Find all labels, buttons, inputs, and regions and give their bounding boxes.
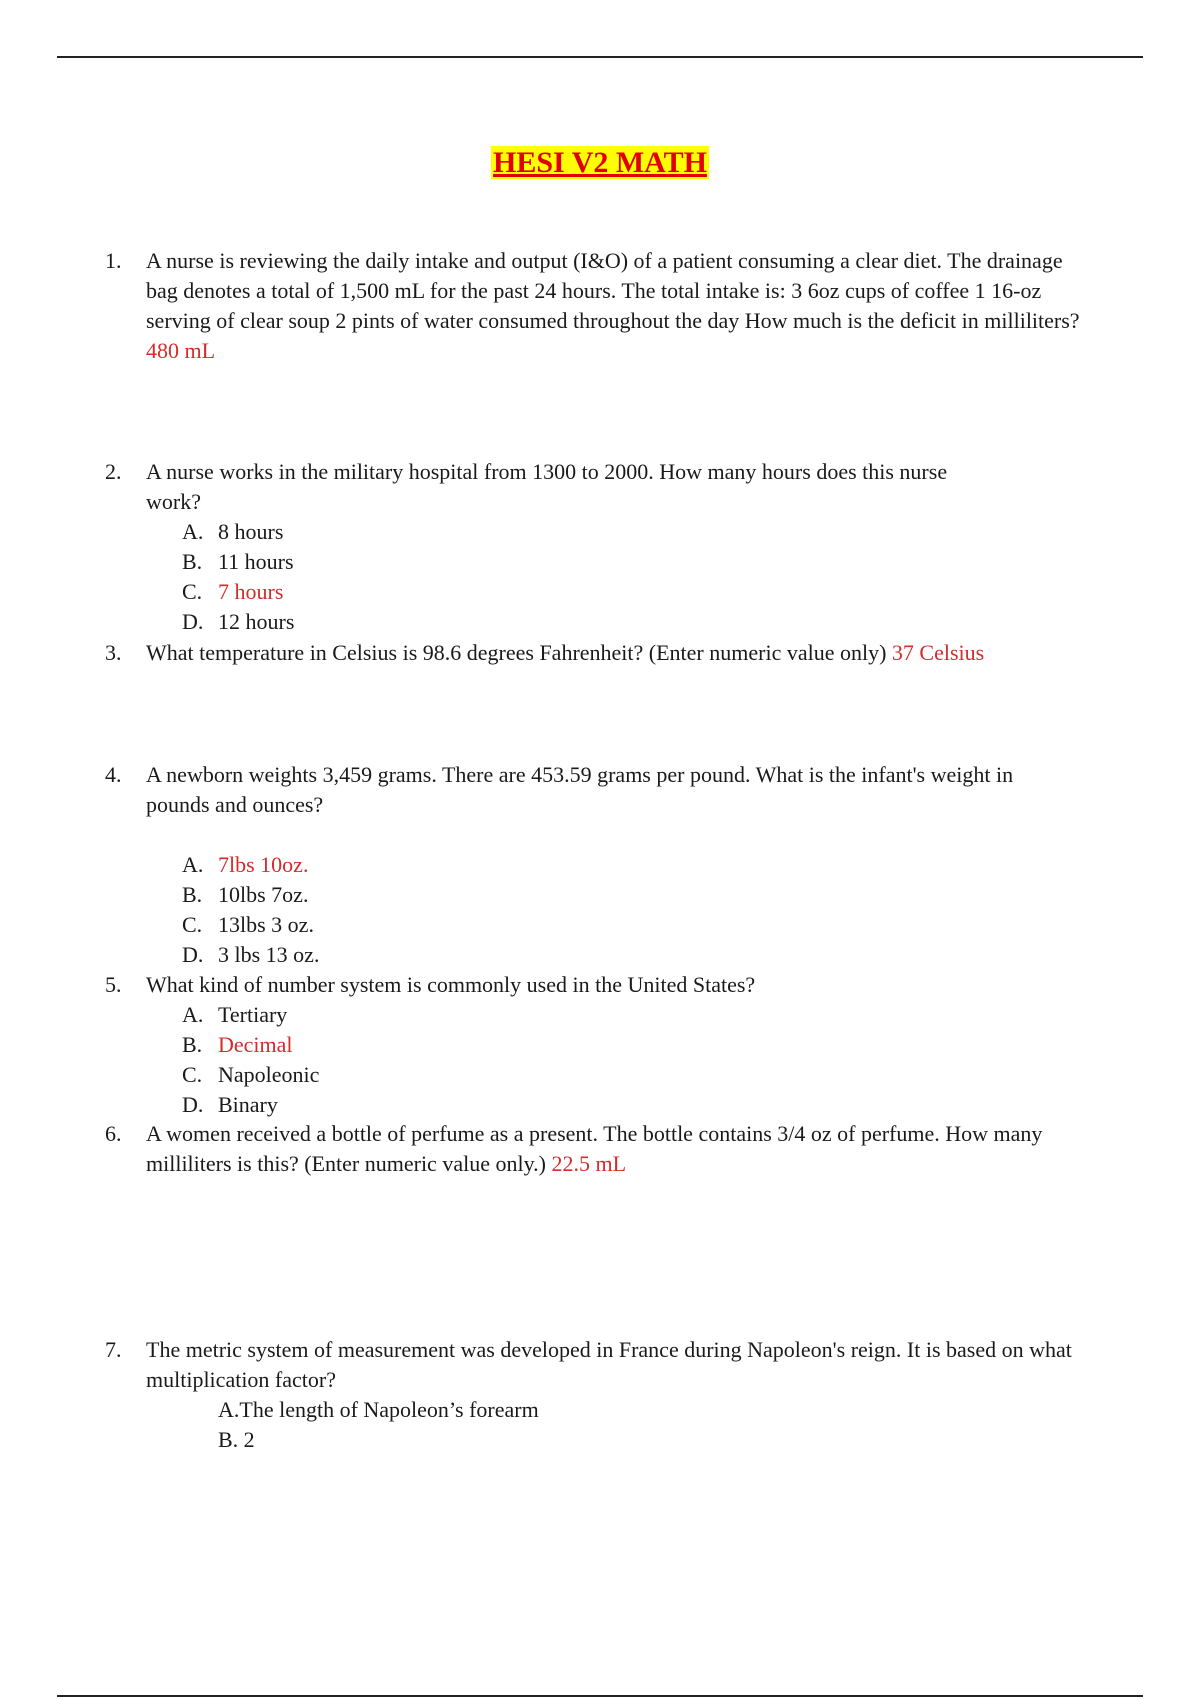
- question-number: 5.: [105, 972, 122, 997]
- question-4: [105, 760, 1085, 970]
- question-number: 3.: [105, 640, 122, 665]
- question-number: 4.: [105, 762, 122, 787]
- question-text: What temperature in Celsius is 98.6 degrees Fahrenheit? (Enter numeric value only) 37 Celsius: [146, 640, 985, 665]
- option-list: [105, 850, 1085, 970]
- question-number: 7.: [105, 1337, 122, 1362]
- bottom-rule: [57, 1695, 1143, 1697]
- option-c: C. 7 hours: [105, 577, 1085, 607]
- option-a: A. Tertiary: [182, 1002, 288, 1027]
- option-c: C. 13lbs 3 oz.: [182, 912, 314, 937]
- answer: 7 hours: [218, 579, 284, 604]
- option-a: A.The length of Napoleon’s forearm: [218, 1397, 539, 1422]
- option-c: C. Napoleonic: [182, 1062, 320, 1087]
- question-1: [105, 246, 1085, 366]
- document-title-text: HESI V2 MATH: [493, 146, 707, 179]
- answer: 22.5 mL: [551, 1151, 627, 1176]
- option-list: [105, 1395, 1085, 1455]
- answer: 37 Celsius: [891, 640, 985, 665]
- question-number: 1.: [105, 248, 122, 273]
- question-text: A women received a bottle of perfume as a present. The bottle contains 3/4 oz of perfume. How many milliliters is this? (Enter numeric value only.) 22.5 mL: [146, 1121, 1043, 1176]
- option-d: D. Binary: [182, 1092, 278, 1117]
- option-d: D. 3 lbs 13 oz.: [182, 942, 320, 967]
- option-b: B. Decimal: [105, 1030, 1085, 1060]
- question-6: [105, 1119, 1085, 1179]
- option-b: B. 2: [218, 1427, 255, 1452]
- question-7: [105, 1335, 1085, 1455]
- question-number: 2.: [105, 459, 122, 484]
- question-text: A nurse is reviewing the daily intake and output (I&O) of a patient consuming a clear diet. The drainage bag denotes a total of 1,500 mL for the past 24 hours. The total intake is: 3 6oz cups of coffee 1 16-oz serving of clear soup 2 pints of water consumed throughout the day How much is the deficit in milliliters? 480 mL: [146, 248, 1080, 363]
- option-list: [105, 517, 1085, 637]
- question-text: What kind of number system is commonly used in the United States?: [146, 972, 756, 997]
- question-text: The metric system of measurement was developed in France during Napoleon's reign. It is based on what multiplication factor?: [146, 1337, 1072, 1392]
- option-list: [105, 1000, 1085, 1120]
- question-number: 6.: [105, 1121, 122, 1146]
- option-a: A. 7lbs 10oz.: [105, 850, 1085, 880]
- option-a: A. 8 hours: [182, 519, 284, 544]
- question-text: A nurse works in the military hospital from 1300 to 2000. How many hours does this nurse work?: [146, 459, 948, 514]
- document-title: [0, 146, 1200, 180]
- top-rule: [57, 56, 1143, 58]
- question-2: [105, 457, 1085, 637]
- answer: 7lbs 10oz.: [218, 852, 309, 877]
- question-5: [105, 970, 1085, 1120]
- answer: 480 mL: [146, 338, 216, 363]
- answer: Decimal: [218, 1032, 293, 1057]
- option-d: D. 12 hours: [182, 609, 295, 634]
- option-b: B. 10lbs 7oz.: [182, 882, 309, 907]
- question-text: A newborn weights 3,459 grams. There are 453.59 grams per pound. What is the infant's weight in pounds and ounces?: [146, 762, 1014, 817]
- question-3: [105, 638, 1085, 668]
- option-b: B. 11 hours: [182, 549, 294, 574]
